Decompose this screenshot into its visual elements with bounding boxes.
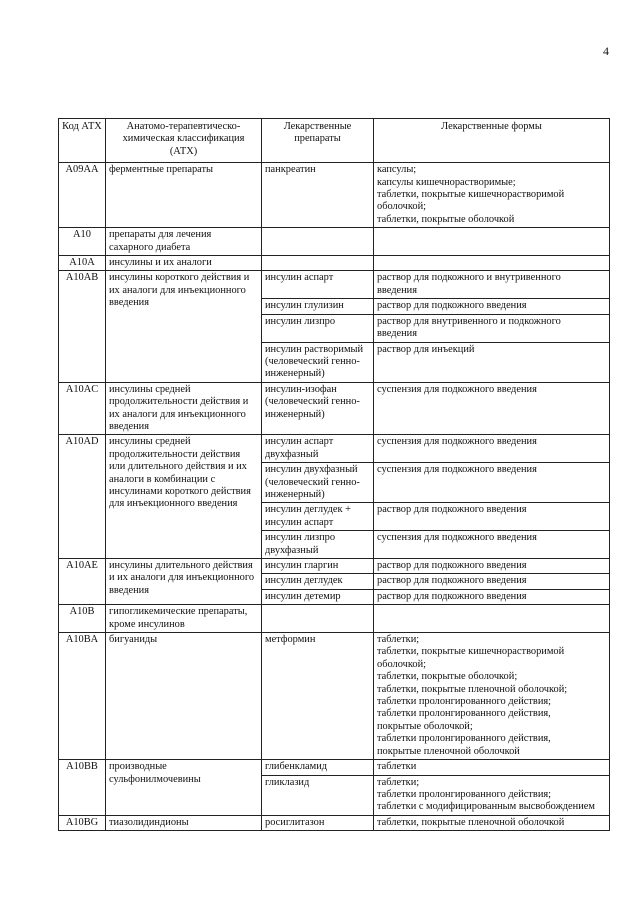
header-drugs: Лекарственные препараты <box>262 119 374 163</box>
dosage-form-line: раствор для подкожного введения <box>377 504 527 516</box>
atx-code: A10B <box>59 605 106 633</box>
atx-code: A10 <box>59 228 106 256</box>
atx-classification: инсулины и их аналоги <box>106 256 262 271</box>
dosage-forms <box>374 633 610 760</box>
dosage-forms <box>374 589 610 604</box>
dosage-forms <box>374 760 610 775</box>
dosage-form-line: таблетки пролонгированного действия; <box>377 696 552 708</box>
table-row <box>59 633 610 760</box>
header-code: Код АТХ <box>59 119 106 163</box>
drug-name: инсулин аспарт <box>262 271 374 299</box>
dosage-form-line: таблетки, покрытые оболочкой; <box>377 671 518 683</box>
drug-name: глибенкламид <box>262 760 374 775</box>
dosage-forms <box>374 163 610 228</box>
drug-name <box>262 228 374 256</box>
dosage-forms <box>374 815 610 830</box>
drug-name: инсулин-изофан (человеческий генно-инженерный) <box>262 382 374 435</box>
table-row <box>59 605 610 633</box>
drug-name <box>262 605 374 633</box>
dosage-form-line: таблетки, покрытые пленочной оболочкой; <box>377 683 568 695</box>
table-row <box>59 760 610 775</box>
dosage-form-line: введения <box>377 284 418 296</box>
atx-classification: ферментные препараты <box>106 163 262 228</box>
atx-code: A10AC <box>59 382 106 435</box>
drug-name: гликлазид <box>262 775 374 815</box>
dosage-form-line: введения <box>377 328 418 340</box>
dosage-form-line: таблетки пролонгированного действия; <box>377 788 552 800</box>
atx-code: A09AA <box>59 163 106 228</box>
table-row <box>59 815 610 830</box>
atx-classification: инсулины средней продолжительности действия или длительного действия и их аналоги в комбинации с инсулинами короткого действия для инъекционного введения <box>106 435 262 559</box>
dosage-form-line: раствор для подкожного введения <box>377 590 527 602</box>
drug-name: инсулин лизпро двухфазный <box>262 531 374 559</box>
dosage-forms <box>374 382 610 435</box>
atx-code: A10BA <box>59 633 106 760</box>
atx-code: A10BB <box>59 760 106 816</box>
dosage-form-line: таблетки; <box>377 776 420 788</box>
atx-classification: инсулины короткого действия и их аналоги для инъекционного введения <box>106 271 262 382</box>
dosage-form-line: таблетки, покрытые оболочкой <box>377 213 515 225</box>
table-row <box>59 435 610 463</box>
dosage-form-line: покрытые оболочкой; <box>377 720 473 732</box>
table-row <box>59 559 610 574</box>
dosage-form-line: таблетки, покрытые кишечнорастворимой <box>377 189 565 201</box>
atx-classification: бигуаниды <box>106 633 262 760</box>
dosage-form-line: капсулы; <box>377 164 417 176</box>
dosage-forms <box>374 435 610 463</box>
dosage-forms <box>374 775 610 815</box>
drug-name: инсулин растворимый (человеческий генно-инженерный) <box>262 342 374 382</box>
table-row <box>59 382 610 435</box>
atx-code: A10AB <box>59 271 106 382</box>
drug-name: инсулин лизпро <box>262 314 374 342</box>
dosage-form-line: таблетки <box>377 761 417 773</box>
dosage-forms <box>374 531 610 559</box>
drug-name: инсулин деглудек <box>262 574 374 589</box>
drug-name: инсулин детемир <box>262 589 374 604</box>
dosage-form-line: раствор для подкожного введения <box>377 575 527 587</box>
dosage-form-line: раствор для подкожного введения <box>377 560 527 571</box>
dosage-forms <box>374 299 610 314</box>
dosage-form-line: оболочкой; <box>377 658 427 670</box>
atx-classification: препараты для лечения сахарного диабета <box>106 228 262 256</box>
drug-name <box>262 256 374 271</box>
drug-name: инсулин двухфазный (человеческий генно-инженерный) <box>262 463 374 503</box>
dosage-forms <box>374 559 610 574</box>
dosage-form-line: таблетки с модифицированным высвобождением <box>377 801 595 813</box>
table-row <box>59 163 610 228</box>
dosage-forms <box>374 463 610 503</box>
table-header-row <box>59 119 610 163</box>
header-forms: Лекарственные формы <box>374 119 610 163</box>
table-row <box>59 256 610 271</box>
dosage-form-line: раствор для инъекций <box>377 343 475 355</box>
dosage-form-line: раствор для внутривенного и подкожного <box>377 315 561 327</box>
drug-name: росиглитазон <box>262 815 374 830</box>
dosage-forms <box>374 271 610 299</box>
dosage-form-line: капсулы кишечнорастворимые; <box>377 176 516 188</box>
atx-table <box>58 118 610 831</box>
dosage-form-line: суспензия для подкожного введения <box>377 464 537 476</box>
atx-classification: тиазолидиндионы <box>106 815 262 830</box>
dosage-forms <box>374 574 610 589</box>
dosage-form-line: оболочкой; <box>377 201 427 213</box>
table-row <box>59 271 610 299</box>
atx-code: A10A <box>59 256 106 271</box>
dosage-form-line: суспензия для подкожного введения <box>377 436 537 448</box>
dosage-form-line: таблетки, покрытые кишечнорастворимой <box>377 646 565 658</box>
atx-classification: производные сульфонилмочевины <box>106 760 262 816</box>
drug-name: метформин <box>262 633 374 760</box>
page-number: 4 <box>603 44 609 58</box>
dosage-form-line: суспензия для подкожного введения <box>377 532 537 544</box>
dosage-form-line: таблетки пролонгированного действия, <box>377 733 551 745</box>
dosage-form-line: суспензия для подкожного введения <box>377 383 537 395</box>
atx-classification: инсулины средней продолжительности действия и их аналоги для инъекционного введения <box>106 382 262 435</box>
dosage-forms <box>374 256 610 271</box>
dosage-form-line: покрытые пленочной оболочкой <box>377 745 520 757</box>
dosage-forms <box>374 503 610 531</box>
drug-name: инсулин гларгин <box>262 559 374 574</box>
dosage-form-line: таблетки, покрытые пленочной оболочкой <box>377 816 565 828</box>
dosage-form-line: таблетки; <box>377 634 420 646</box>
dosage-form-line: таблетки пролонгированного действия, <box>377 708 551 720</box>
dosage-forms <box>374 228 610 256</box>
drug-name: панкреатин <box>262 163 374 228</box>
atx-code: A10BG <box>59 815 106 830</box>
table-row <box>59 228 610 256</box>
atx-code: A10AD <box>59 435 106 559</box>
dosage-forms <box>374 342 610 382</box>
atx-classification: инсулины длительного действия и их аналоги для инъекционного введения <box>106 559 262 605</box>
dosage-form-line: раствор для подкожного и внутривенного <box>377 272 561 284</box>
atx-code: A10AE <box>59 559 106 605</box>
dosage-form-line: раствор для подкожного введения <box>377 300 527 312</box>
drug-name: инсулин аспарт двухфазный <box>262 435 374 463</box>
drug-name: инсулин глулизин <box>262 299 374 314</box>
dosage-forms <box>374 314 610 342</box>
header-classification: Анатомо-терапевтическо-химическая классификация (АТХ) <box>106 119 262 163</box>
drug-name: инсулин деглудек + инсулин аспарт <box>262 503 374 531</box>
atx-classification: гипогликемические препараты, кроме инсулинов <box>106 605 262 633</box>
dosage-forms <box>374 605 610 633</box>
